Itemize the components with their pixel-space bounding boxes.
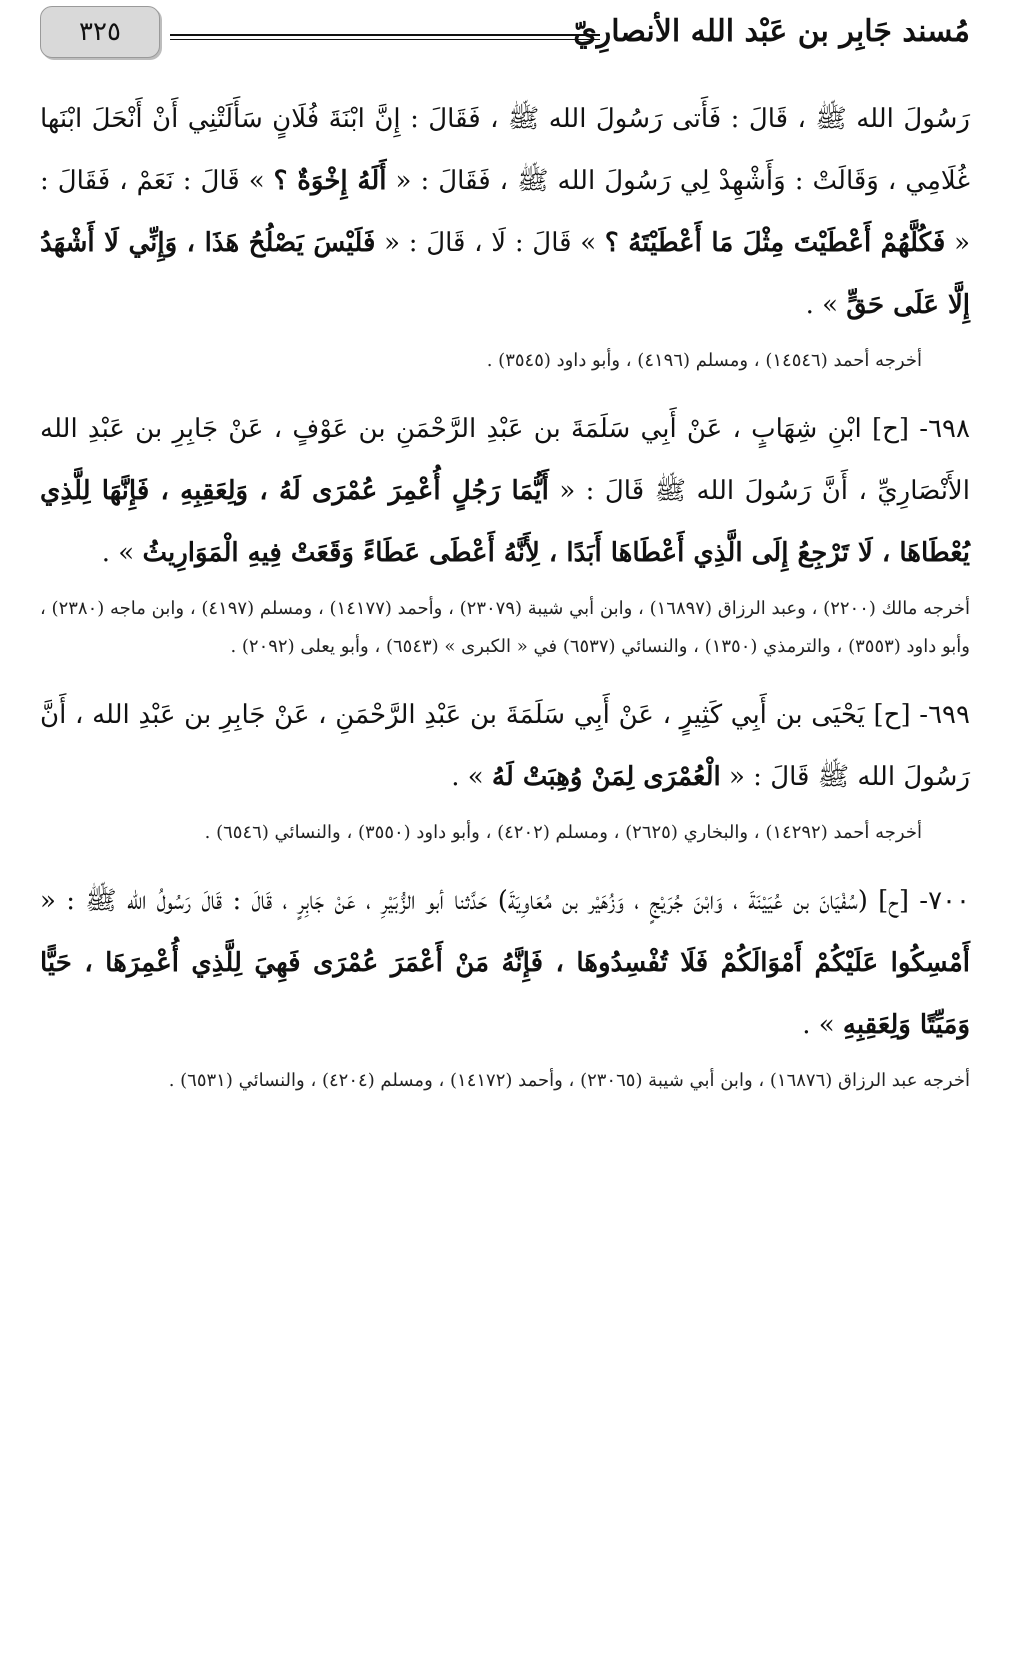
- prophetic-saying: أَلَهُ إِخْوَةٌ ؟: [273, 166, 387, 196]
- hadith-paragraph: [40, 684, 970, 808]
- narration-text: » .: [802, 1010, 843, 1040]
- prophetic-saying: أَيُّمَا رَجُلٍ أُعْمِرَ عُمْرَى لَهُ ، وَلِعَقِبِهِ ، فَإِنَّهَا لِلَّذِي يُعْطَاهَا ، لَا تَرْجِعُ إِلَى الَّذِي أَعْطَاهَا أَبَدًا ، لِأَنَّهُ أَعْطَى عَطَاءً وَقَعَتْ فِيهِ الْمَوَارِيثُ: [40, 476, 970, 568]
- prophetic-saying: فَلَيْسَ يَصْلُحُ هَذَا ، وَإِنِّي لَا أَشْهَدُ إِلَّا عَلَى حَقٍّ: [40, 228, 970, 320]
- hadith-paragraph: [40, 88, 970, 336]
- page-number: ٣٢٥: [79, 17, 121, 47]
- narration-text: » .: [451, 762, 492, 792]
- narration-text: » قَالَ : نَعَمْ ، فَقَالَ : «: [40, 166, 970, 258]
- page-number-badge: [40, 6, 160, 58]
- page-header: [40, 0, 970, 66]
- hadith-paragraph: [40, 870, 970, 1056]
- hadith-paragraph: [40, 398, 970, 584]
- prophetic-saying: الْعُمْرَى لِمَنْ وُهِبَتْ لَهُ: [491, 762, 721, 792]
- prophetic-saying: أَمْسِكُوا عَلَيْكُمْ أَمْوَالَكُمْ فَلَا تُفْسِدُوهَا ، فَإِنَّهُ مَنْ أَعْمَرَ عُمْرَى فَهِيَ لِلَّذِي أُعْمِرَهَا ، حَيًّا وَمَيِّتًا وَلِعَقِبِهِ: [40, 948, 970, 1040]
- narration-text: » قَالَ : لَا ، قَالَ : «: [375, 228, 605, 258]
- running-title: مُسند جَابِر بن عَبْد الله الأنصارِيّ: [573, 14, 970, 49]
- narration-text: ٦٩٨- [ح] ابْنِ شِهَابٍ ، عَنْ أَبِي سَلَمَةَ بن عَبْدِ الرَّحْمَنِ بن عَوْفٍ ، عَنْ جَابِرِ بن عَبْدِ الله الأَنْصَارِيِّ ، أَنَّ رَسُولَ الله ﷺ قَالَ : «: [40, 414, 970, 506]
- takhrij-reference: أخرجه عبد الرزاق (١٦٨٧٦) ، وابن أبي شيبة (٢٣٠٦٥) ، وأحمد (١٤١٧٢) ، ومسلم (٤٢٠٤) ، والنسائي (٦٥٣١) .: [168, 1070, 970, 1091]
- narration-text: » .: [805, 290, 847, 320]
- header-rule: [170, 34, 600, 40]
- prophetic-saying: فَكُلَّهُمْ أَعْطَيْتَ مِثْلَ مَا أَعْطَيْتَهُ ؟: [604, 228, 946, 258]
- takhrij-reference: أخرجه مالك (٢٢٠٠) ، وعبد الرزاق (١٦٨٩٧) ، وابن أبي شيبة (٢٣٠٧٩) ، وأحمد (١٤١٧٧) ، ومسلم (٤١٩٧) ، وابن ماجه (٢٣٨٠) ، وأبو داود (٣٥٥٣) ، والترمذي (١٣٥٠) ، والنسائي (٦٥٣٧) في « الكبرى » (٦٥٤٣) ، وأبو يعلى (٢٠٩٢) .: [40, 598, 970, 657]
- narration-text: ٧٠٠- [ح] (سُفْيَانَ بن عُيَيْنَةَ ، وَابْنَ جُرَيْجٍ ، وَزُهَيْر بن مُعَاوِيَةَ) حَدَّثنا أبو الزُّبَيْرِ ، عَنْ جَابِرٍ ، قَالَ : قَالَ رَسُولُ الله ﷺ : «: [40, 886, 970, 916]
- takhrij-reference: أخرجه أحمد (١٤٥٤٦) ، ومسلم (٤١٩٦) ، وأبو داود (٣٥٤٥) .: [486, 350, 922, 371]
- narration-text: » .: [101, 538, 143, 568]
- narration-text: ٦٩٩- [ح] يَحْيَى بن أَبِي كَثِيرٍ ، عَنْ أَبِي سَلَمَةَ بن عَبْدِ الرَّحْمَنِ ، عَنْ جَابِرِ بن عَبْدِ الله ، أَنَّ رَسُولَ الله ﷺ قَالَ : «: [40, 700, 970, 792]
- page-content: [40, 88, 970, 1118]
- takhrij-reference: أخرجه أحمد (١٤٢٩٢) ، والبخاري (٢٦٢٥) ، ومسلم (٤٢٠٢) ، وأبو داود (٣٥٥٠) ، والنسائي (٦٥٤٦) .: [204, 822, 922, 843]
- narration-text: رَسُولَ الله ﷺ ، قَالَ : فَأَتى رَسُولَ الله ﷺ ، فَقَالَ : إِنَّ ابْنَةَ فُلَانٍ سَأَلَتْنِي أَنْ أَنْحَلَ ابْنَها غُلَامِي ، وَقَالَتْ : وَأَشْهِدْ لِي رَسُولَ الله ﷺ ، فَقَالَ : «: [40, 104, 970, 196]
